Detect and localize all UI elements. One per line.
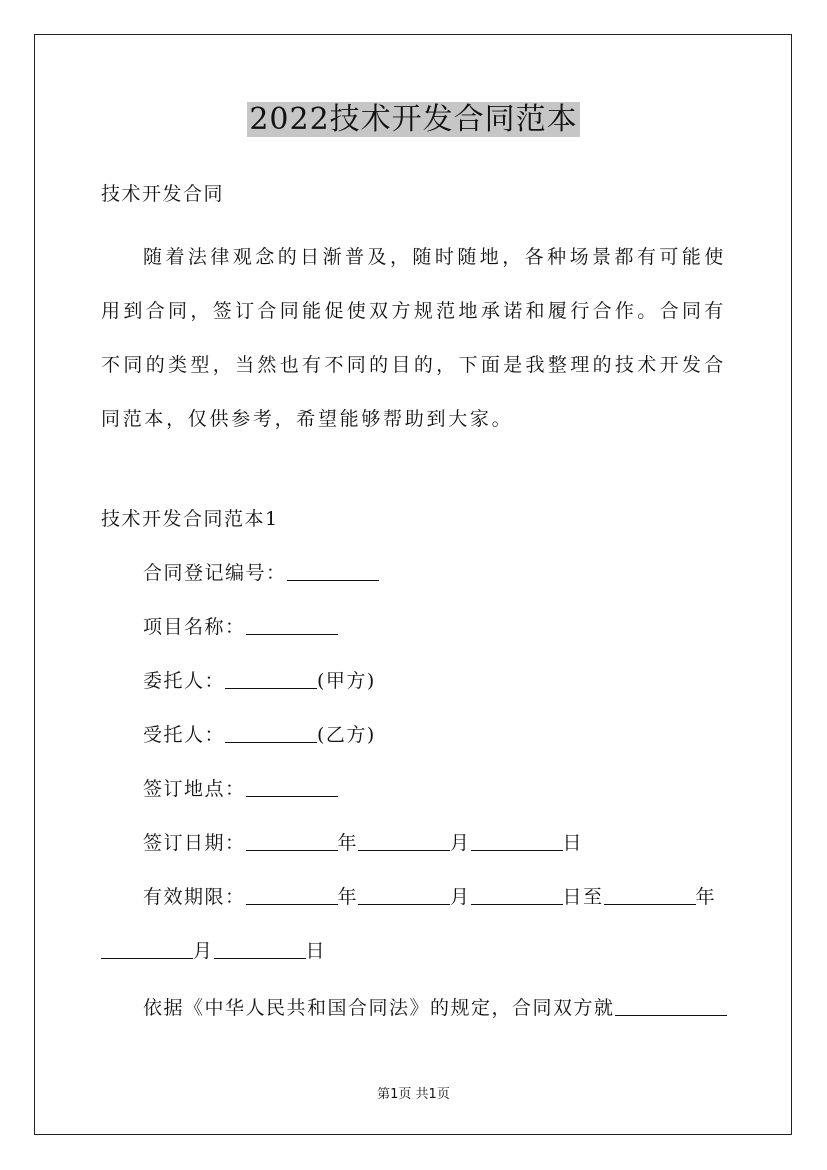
- validity-end-day-blank: [214, 940, 306, 959]
- month-label: 月: [193, 940, 214, 962]
- basis-text: 依据《中华人民共和国合同法》的规定，合同双方就: [143, 997, 615, 1019]
- contractor-line: [143, 723, 376, 747]
- project-name-blank: [246, 616, 338, 635]
- day-to-label: 日至: [562, 886, 604, 908]
- year-label: 年: [337, 832, 359, 854]
- validity-start-month-blank: [358, 886, 450, 905]
- project-name-line: [143, 615, 338, 639]
- client-line: [143, 669, 376, 693]
- registration-number-line: [143, 561, 379, 585]
- day-label: 日: [305, 940, 327, 962]
- month-label: 月: [450, 886, 471, 908]
- section-heading: 技术开发合同范本1: [101, 508, 279, 530]
- year-label: 年: [695, 886, 717, 908]
- basis-blank: [615, 997, 727, 1016]
- year-label: 年: [337, 886, 359, 908]
- validity-start-day-blank: [471, 886, 563, 905]
- validity-end-month-blank: [101, 940, 193, 959]
- validity-label: 有效期限：: [143, 886, 246, 908]
- contractor-label: 受托人：: [143, 724, 226, 746]
- intro-paragraph: 随着法律观念的日渐普及，随时随地，各种场景都有可能使用到合同，签订合同能促使双方规范地承诺和履行合作。合同有不同的类型，当然也有不同的目的，下面是我整理的技术开发合同范本，仅供参考，希望能够帮助到大家。: [101, 246, 726, 430]
- signing-place-line: [143, 777, 338, 801]
- registration-number-label: 合同登记编号：: [143, 562, 287, 584]
- subheading: 技术开发合同: [101, 183, 225, 205]
- signing-year-blank: [246, 832, 338, 851]
- client-suffix: (甲方): [317, 670, 376, 692]
- validity-start-year-blank: [246, 886, 338, 905]
- signing-date-label: 签订日期：: [143, 832, 246, 854]
- project-name-label: 项目名称：: [143, 616, 246, 638]
- signing-month-blank: [358, 832, 450, 851]
- document-title: 2022技术开发合同范本: [249, 102, 578, 137]
- contractor-suffix: (乙方): [317, 724, 376, 746]
- client-label: 委托人：: [143, 670, 226, 692]
- contractor-blank: [225, 724, 317, 743]
- page-footer: 第1页 共1页: [377, 1087, 450, 1102]
- signing-place-blank: [246, 778, 338, 797]
- client-blank: [225, 670, 317, 689]
- document-title-wrap: [0, 100, 827, 140]
- validity-line: [143, 885, 716, 909]
- month-label: 月: [450, 832, 471, 854]
- registration-number-blank: [287, 562, 379, 581]
- validity-line-continued: [101, 939, 326, 963]
- day-label: 日: [562, 832, 584, 854]
- signing-place-label: 签订地点：: [143, 778, 246, 800]
- basis-line: [143, 996, 727, 1020]
- signing-date-line: [143, 831, 583, 855]
- signing-day-blank: [471, 832, 563, 851]
- validity-end-year-blank: [604, 886, 696, 905]
